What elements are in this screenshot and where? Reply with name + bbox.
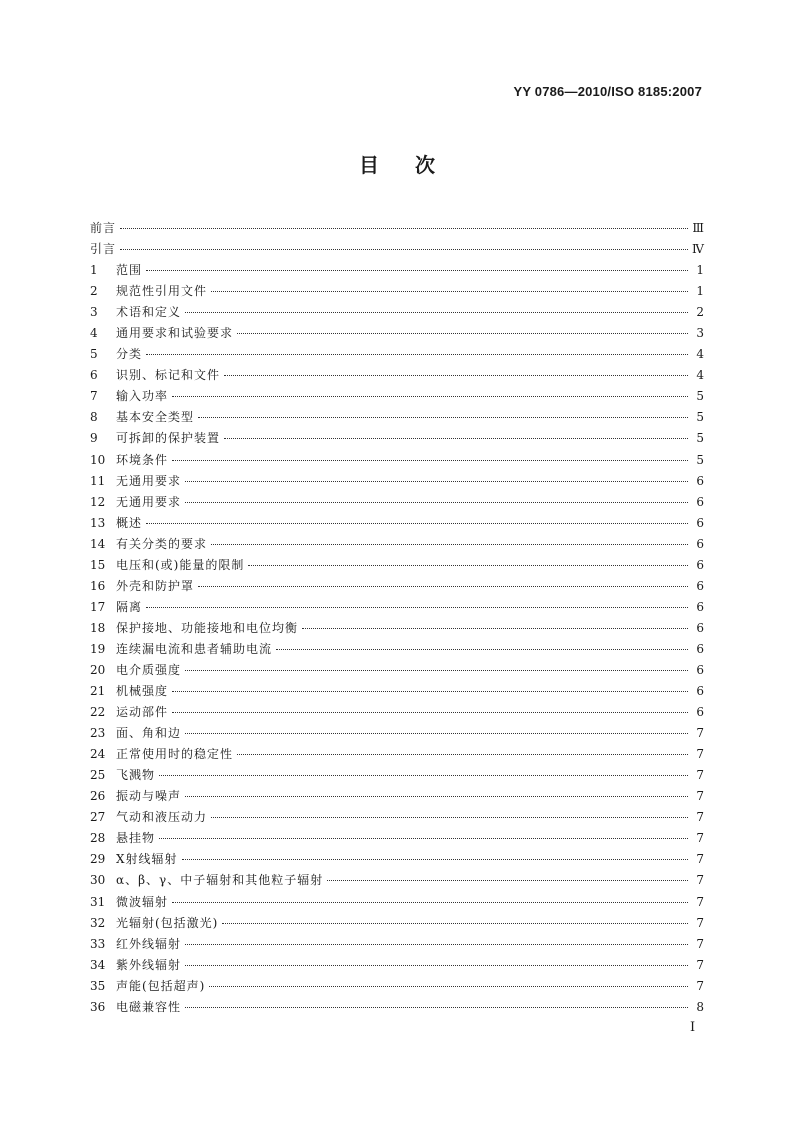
toc-entry[interactable] bbox=[90, 828, 704, 849]
toc-entry-number: 18 bbox=[90, 620, 106, 635]
toc-entry[interactable] bbox=[90, 260, 704, 281]
toc-entry-page: 4 bbox=[696, 368, 704, 383]
toc-entry-title: 光辐射(包括激光) bbox=[116, 915, 219, 930]
toc-entry-page: 7 bbox=[696, 936, 704, 951]
toc-entry-title: 面、角和边 bbox=[116, 726, 182, 741]
toc-entry-title: 基本安全类型 bbox=[116, 410, 195, 425]
toc-dot-leader bbox=[172, 396, 688, 397]
toc-entry[interactable] bbox=[90, 660, 704, 681]
toc-dot-leader bbox=[146, 523, 688, 524]
toc-entry-page: 5 bbox=[696, 452, 704, 467]
toc-dot-leader bbox=[172, 691, 688, 692]
toc-entry[interactable] bbox=[90, 365, 704, 386]
toc-entry-page: 4 bbox=[696, 347, 704, 362]
toc-entry-number: 24 bbox=[90, 747, 106, 762]
toc-dot-leader bbox=[185, 733, 688, 734]
toc-dot-leader bbox=[120, 228, 688, 229]
toc-entry-title: 环境条件 bbox=[116, 452, 169, 467]
toc-entry[interactable] bbox=[90, 934, 704, 955]
toc-entry-number: 17 bbox=[90, 599, 106, 614]
toc-entry-number: 25 bbox=[90, 768, 106, 783]
toc-entry-title: 前言 bbox=[90, 221, 117, 235]
toc-dot-leader bbox=[327, 880, 688, 881]
toc-dot-leader bbox=[224, 375, 688, 376]
toc-entry-page: 3 bbox=[696, 326, 704, 341]
toc-entry-title: 引言 bbox=[90, 242, 117, 257]
toc-entry-title: 保护接地、功能接地和电位均衡 bbox=[116, 620, 299, 635]
toc-entry-number: 32 bbox=[90, 915, 106, 930]
toc-entry[interactable] bbox=[90, 681, 704, 702]
toc-entry-title: 微波辐射 bbox=[116, 894, 169, 909]
toc-dot-leader bbox=[198, 417, 688, 418]
toc-entry-number: 12 bbox=[90, 494, 106, 509]
toc-entry[interactable] bbox=[90, 765, 704, 786]
toc-entry-title: 外壳和防护罩 bbox=[116, 578, 195, 593]
toc-entry-number: 15 bbox=[90, 557, 106, 572]
toc-dot-leader bbox=[222, 923, 688, 924]
toc-entry-number: 8 bbox=[90, 410, 98, 425]
toc-entry[interactable] bbox=[90, 955, 704, 976]
toc-entry-number: 14 bbox=[90, 536, 106, 551]
toc-entry-title: 概述 bbox=[116, 515, 143, 530]
toc-entry-number: 34 bbox=[90, 957, 106, 972]
toc-entry-number: 11 bbox=[90, 473, 106, 488]
toc-entry-number: 28 bbox=[90, 831, 106, 846]
toc-entry-page: 6 bbox=[696, 473, 704, 488]
toc-entry[interactable] bbox=[90, 892, 704, 913]
toc-entry-number: 27 bbox=[90, 810, 106, 825]
toc-entry-page: 7 bbox=[696, 747, 704, 762]
toc-entry-number: 22 bbox=[90, 705, 106, 720]
toc-entry-page: 6 bbox=[696, 641, 704, 656]
toc-entry-page: 6 bbox=[696, 494, 704, 509]
toc-entry-title: 无通用要求 bbox=[116, 473, 182, 488]
toc-entry-title: 连续漏电流和患者辅助电流 bbox=[116, 641, 273, 656]
toc-entry-title: 分类 bbox=[116, 347, 143, 362]
toc-entry[interactable] bbox=[90, 471, 704, 492]
toc-entry-page: 7 bbox=[696, 852, 704, 867]
toc-entry-number: 6 bbox=[90, 368, 98, 383]
toc-entry[interactable] bbox=[90, 849, 704, 870]
toc-dot-leader bbox=[302, 628, 688, 629]
toc-dot-leader bbox=[185, 670, 688, 671]
toc-entry[interactable] bbox=[90, 323, 704, 344]
toc-entry-page: 7 bbox=[696, 726, 704, 741]
toc-entry-title: 有关分类的要求 bbox=[116, 536, 208, 551]
toc-entry-number: 13 bbox=[90, 515, 106, 530]
toc-entry-page: 6 bbox=[696, 662, 704, 677]
toc-entry-page: 1 bbox=[696, 284, 704, 299]
toc-dot-leader bbox=[172, 460, 688, 461]
toc-entry-title: 机械强度 bbox=[116, 684, 169, 699]
toc-entry-title: 正常使用时的稳定性 bbox=[116, 747, 234, 762]
toc-entry-title: 电磁兼容性 bbox=[116, 999, 182, 1014]
toc-entry-page: 6 bbox=[696, 557, 704, 572]
toc-entry[interactable] bbox=[90, 534, 704, 555]
toc-entry-number: 2 bbox=[90, 284, 98, 299]
toc-entry-number: 35 bbox=[90, 978, 106, 993]
toc-entry[interactable] bbox=[90, 407, 704, 428]
toc-dot-leader bbox=[211, 817, 688, 818]
toc-entry-number: 20 bbox=[90, 662, 106, 677]
toc-entry-page: 7 bbox=[696, 978, 704, 993]
document-code: YY 0786—2010/ISO 8185:2007 bbox=[513, 84, 702, 99]
toc-entry-title: 振动与噪声 bbox=[116, 789, 182, 804]
toc-entry-number: 31 bbox=[90, 894, 106, 909]
toc-entry-title: 规范性引用文件 bbox=[116, 284, 208, 299]
toc-entry-title: 输入功率 bbox=[116, 389, 169, 404]
toc-dot-leader bbox=[211, 544, 688, 545]
toc-entry-number: 3 bbox=[90, 305, 98, 320]
toc-entry-number: 21 bbox=[90, 684, 106, 699]
toc-dot-leader bbox=[185, 312, 688, 313]
toc-dot-leader bbox=[146, 270, 688, 271]
toc-entry-number: 1 bbox=[90, 263, 98, 278]
toc-entry-page: 2 bbox=[696, 305, 704, 320]
toc-entry-number: 19 bbox=[90, 641, 106, 656]
toc-dot-leader bbox=[172, 902, 688, 903]
toc-dot-leader bbox=[146, 354, 688, 355]
toc-entry[interactable] bbox=[90, 618, 704, 639]
toc-entry[interactable] bbox=[90, 450, 704, 471]
toc-entry-title: 无通用要求 bbox=[116, 494, 182, 509]
toc-entry-page: 6 bbox=[696, 620, 704, 635]
toc-dot-leader bbox=[185, 481, 688, 482]
toc-entry[interactable] bbox=[90, 513, 704, 534]
toc-entry-title: 红外线辐射 bbox=[116, 936, 182, 951]
toc-entry[interactable] bbox=[90, 723, 704, 744]
toc-entry-title: α、β、γ、中子辐射和其他粒子辐射 bbox=[116, 873, 324, 888]
toc-entry-title: 运动部件 bbox=[116, 705, 169, 720]
toc-entry-page: 6 bbox=[696, 599, 704, 614]
toc-entry-title: 术语和定义 bbox=[116, 305, 182, 320]
toc-entry-page: 5 bbox=[696, 431, 704, 446]
toc-entry-page: 6 bbox=[696, 515, 704, 530]
toc-dot-leader bbox=[224, 438, 688, 439]
toc-entry-page: 7 bbox=[696, 789, 704, 804]
toc-entry[interactable] bbox=[90, 597, 704, 618]
toc-entry-page: 8 bbox=[696, 999, 704, 1014]
toc-dot-leader bbox=[185, 502, 688, 503]
toc-dot-leader bbox=[185, 1007, 688, 1008]
toc-dot-leader bbox=[182, 859, 688, 860]
toc-entry-number: 30 bbox=[90, 873, 106, 888]
toc-entry[interactable] bbox=[90, 870, 704, 891]
toc-entry-number: 33 bbox=[90, 936, 106, 951]
toc-entry-number: 5 bbox=[90, 347, 98, 362]
toc-dot-leader bbox=[237, 754, 688, 755]
toc-dot-leader bbox=[159, 775, 688, 776]
toc-entry-number: 23 bbox=[90, 726, 106, 741]
toc-dot-leader bbox=[198, 586, 688, 587]
toc-entry-number: 16 bbox=[90, 578, 106, 593]
toc-entry-title: 悬挂物 bbox=[116, 831, 156, 846]
toc-entry-title: 识别、标记和文件 bbox=[116, 368, 221, 383]
table-of-contents bbox=[90, 218, 704, 1018]
toc-entry-title: 范围 bbox=[116, 263, 143, 278]
toc-entry[interactable] bbox=[90, 702, 704, 723]
toc-entry-title: 电介质强度 bbox=[116, 662, 182, 677]
toc-entry-page: 5 bbox=[696, 389, 704, 404]
toc-entry-page: 6 bbox=[696, 578, 704, 593]
toc-entry-page: 7 bbox=[696, 810, 704, 825]
toc-entry[interactable] bbox=[90, 639, 704, 660]
toc-entry-page: 7 bbox=[696, 957, 704, 972]
toc-entry[interactable] bbox=[90, 913, 704, 934]
toc-entry-number: 36 bbox=[90, 999, 106, 1014]
toc-entry[interactable] bbox=[90, 976, 704, 997]
toc-entry[interactable] bbox=[90, 428, 704, 449]
toc-entry[interactable] bbox=[90, 997, 704, 1018]
toc-entry-title: 紫外线辐射 bbox=[116, 957, 182, 972]
toc-entry-page: 7 bbox=[696, 768, 704, 783]
toc-dot-leader bbox=[159, 838, 688, 839]
toc-entry-title: 隔离 bbox=[116, 599, 143, 614]
toc-dot-leader bbox=[211, 291, 688, 292]
toc-entry-title: 声能(包括超声) bbox=[116, 978, 206, 993]
toc-entry[interactable] bbox=[90, 281, 704, 302]
toc-entry[interactable] bbox=[90, 555, 704, 576]
toc-entry-title: 可拆卸的保护装置 bbox=[116, 431, 221, 446]
toc-entry-title: X射线辐射 bbox=[116, 852, 178, 867]
toc-entry-page: 6 bbox=[696, 536, 704, 551]
toc-entry-page: 7 bbox=[696, 915, 704, 930]
toc-entry-number: 7 bbox=[90, 389, 98, 404]
toc-entry-number: 29 bbox=[90, 852, 106, 867]
toc-dot-leader bbox=[185, 796, 688, 797]
toc-entry[interactable] bbox=[90, 576, 704, 597]
toc-entry-title: 通用要求和试验要求 bbox=[116, 326, 234, 341]
toc-dot-leader bbox=[146, 607, 688, 608]
toc-entry[interactable] bbox=[90, 302, 704, 323]
toc-entry-page: 6 bbox=[696, 705, 704, 720]
toc-entry-page: Ⅳ bbox=[692, 242, 704, 257]
toc-entry-number: 9 bbox=[90, 431, 98, 446]
toc-entry-page: 7 bbox=[696, 831, 704, 846]
toc-entry-page: Ⅲ bbox=[692, 221, 704, 235]
toc-entry-page: 7 bbox=[696, 873, 704, 888]
toc-dot-leader bbox=[276, 649, 688, 650]
toc-entry[interactable] bbox=[90, 344, 704, 365]
toc-entry-title: 飞溅物 bbox=[116, 768, 156, 783]
toc-dot-leader bbox=[120, 249, 688, 250]
toc-dot-leader bbox=[185, 944, 688, 945]
toc-dot-leader bbox=[237, 333, 688, 334]
page-title: 目次 bbox=[359, 153, 471, 177]
toc-entry-page: 7 bbox=[696, 894, 704, 909]
toc-entry-page: 6 bbox=[696, 684, 704, 699]
toc-entry[interactable] bbox=[90, 786, 704, 807]
toc-entry-number: 10 bbox=[90, 452, 106, 467]
toc-dot-leader bbox=[248, 565, 688, 566]
toc-entry[interactable] bbox=[90, 239, 704, 260]
toc-dot-leader bbox=[172, 712, 688, 713]
toc-entry[interactable] bbox=[90, 386, 704, 407]
toc-dot-leader bbox=[209, 986, 688, 987]
toc-entry-title: 电压和(或)能量的限制 bbox=[116, 557, 245, 572]
toc-entry[interactable] bbox=[90, 492, 704, 513]
toc-entry-number: 4 bbox=[90, 326, 98, 341]
toc-entry-page: 5 bbox=[696, 410, 704, 425]
toc-entry-title: 气动和液压动力 bbox=[116, 810, 208, 825]
toc-entry-number: 26 bbox=[90, 789, 106, 804]
toc-entry-page: 1 bbox=[696, 263, 704, 278]
toc-entry[interactable] bbox=[90, 744, 704, 765]
page-number: I bbox=[690, 1020, 696, 1035]
toc-dot-leader bbox=[185, 965, 688, 966]
toc-entry[interactable] bbox=[90, 807, 704, 828]
toc-entry[interactable] bbox=[90, 218, 704, 239]
